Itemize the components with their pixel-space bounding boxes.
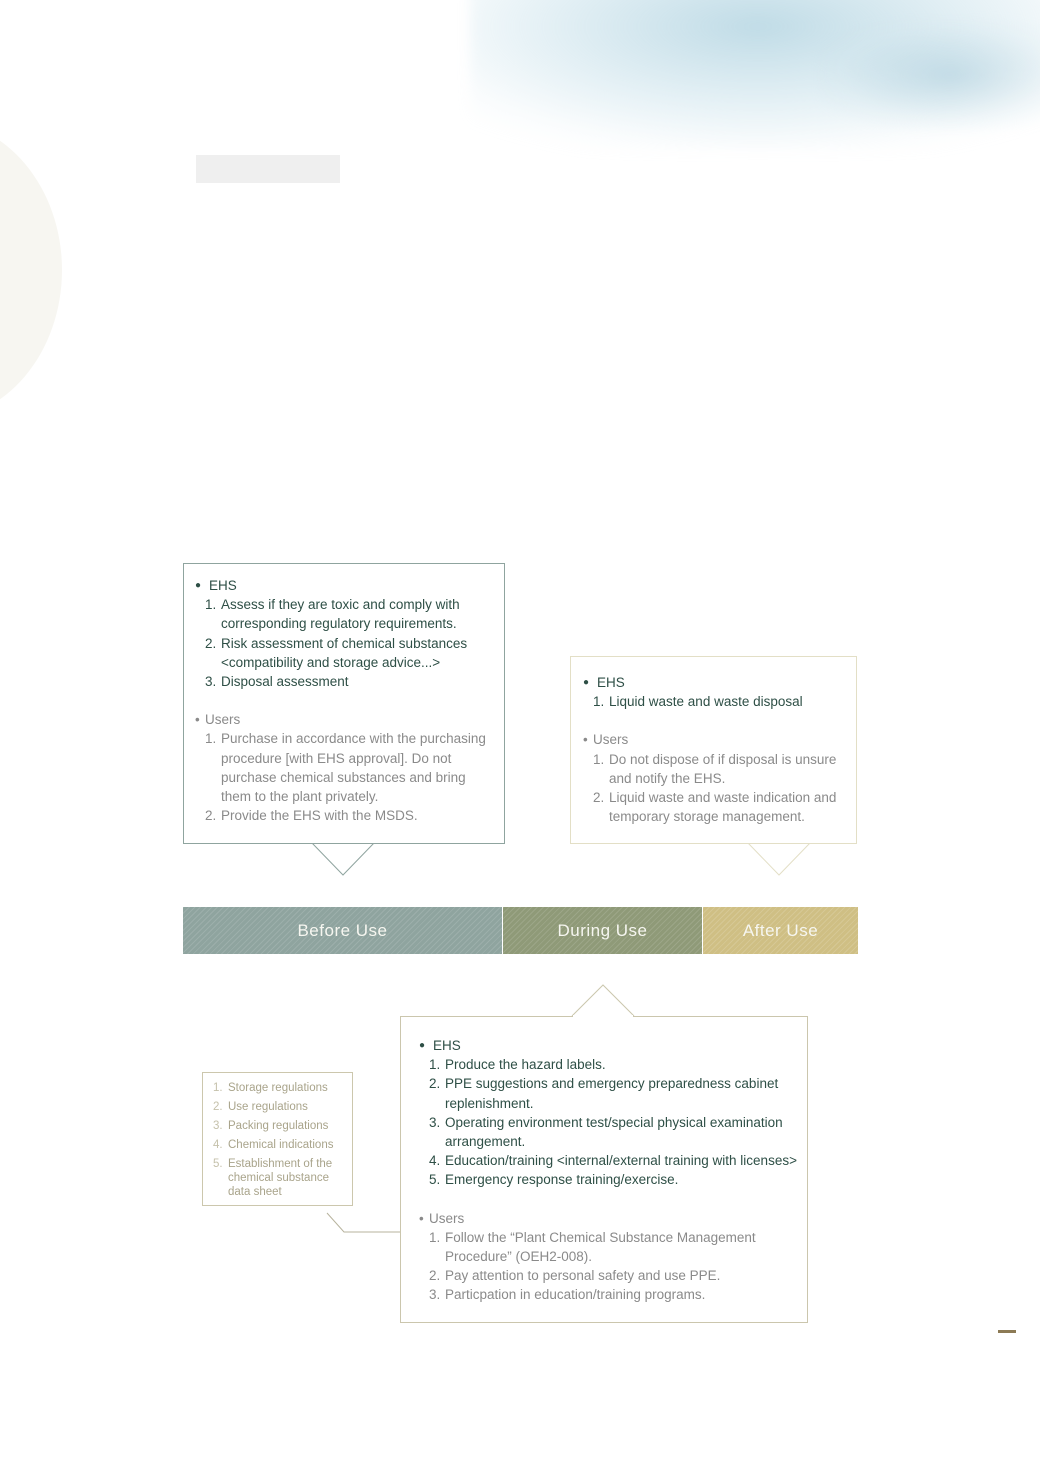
item-number: 1. bbox=[593, 694, 605, 710]
item-number: 2. bbox=[429, 1076, 441, 1092]
phase-bar-during-use bbox=[503, 907, 702, 954]
item-text bbox=[221, 731, 486, 804]
ehs-label: EHS bbox=[433, 1038, 461, 1053]
item-text bbox=[228, 1101, 308, 1113]
item-text bbox=[228, 1139, 333, 1151]
item-number: 1. bbox=[205, 731, 217, 747]
item-text-line: Operating environment test/special physical examination bbox=[445, 1114, 783, 1130]
item-text bbox=[228, 1155, 332, 1199]
item-number: 3. bbox=[205, 674, 217, 690]
regulation-item bbox=[213, 1136, 344, 1155]
item-text-line: Liquid waste and waste disposal bbox=[609, 694, 803, 710]
item-text-line: PPE suggestions and emergency preparedness cabinet bbox=[445, 1076, 779, 1092]
item-text-line: Education/training <internal/external training with licenses> bbox=[445, 1153, 797, 1169]
item-text-line: purchase chemical substances and bring bbox=[221, 769, 466, 785]
item-number: 5. bbox=[429, 1172, 441, 1188]
item-text-line: Produce the hazard labels. bbox=[445, 1057, 606, 1073]
item-number: 1. bbox=[205, 597, 217, 613]
item-text bbox=[221, 597, 460, 631]
users-label: Users bbox=[593, 732, 629, 748]
bullet-icon: ● bbox=[195, 580, 202, 591]
bullet-icon: • bbox=[419, 1210, 424, 1226]
item-text-line: <compatibility and storage advice...> bbox=[221, 654, 441, 670]
page-marker bbox=[998, 1330, 1016, 1333]
item-number: 2. bbox=[205, 808, 217, 824]
item-number: 4. bbox=[213, 1139, 223, 1151]
regulation-item bbox=[213, 1079, 344, 1098]
ehs-item bbox=[195, 595, 496, 633]
item-text-line: them to the plant privately. bbox=[221, 789, 379, 805]
item-number: 2. bbox=[213, 1101, 223, 1113]
bullet-icon: ● bbox=[583, 677, 590, 688]
item-text-line: corresponding regulatory requirements. bbox=[221, 616, 457, 632]
regulation-item bbox=[213, 1117, 344, 1136]
item-number: 3. bbox=[429, 1287, 441, 1303]
item-text-line: Risk assessment of chemical substances bbox=[221, 635, 468, 651]
item-number: 1. bbox=[213, 1082, 223, 1094]
ehs-item bbox=[195, 634, 496, 672]
item-text-line: data sheet bbox=[228, 1186, 282, 1198]
item-text-line: and notify the EHS. bbox=[609, 770, 726, 786]
phase-bar-before-use bbox=[183, 907, 502, 954]
item-text bbox=[609, 790, 836, 824]
before-use-box bbox=[183, 563, 505, 844]
item-text bbox=[221, 808, 418, 823]
item-text-line: Liquid waste and waste indication and bbox=[609, 790, 837, 806]
regulation-item-list bbox=[213, 1079, 344, 1202]
item-number: 2. bbox=[429, 1268, 441, 1284]
item-text-line: Disposal assessment bbox=[221, 674, 349, 690]
item-text-line: Particpation in education/training programs. bbox=[445, 1287, 706, 1303]
item-text bbox=[221, 636, 467, 670]
users-item bbox=[195, 729, 496, 806]
users-item bbox=[583, 750, 848, 788]
phase-label-before: Before Use bbox=[297, 920, 388, 940]
item-text bbox=[221, 674, 349, 689]
ehs-label: EHS bbox=[209, 578, 237, 593]
item-text-line: arrangement. bbox=[445, 1134, 526, 1150]
item-text-line: Procedure” (OEH2-008). bbox=[445, 1249, 593, 1265]
item-text-line: Storage regulations bbox=[228, 1082, 328, 1094]
users-heading bbox=[195, 710, 496, 729]
bullet-icon: • bbox=[195, 712, 200, 728]
ehs-heading bbox=[583, 673, 848, 692]
users-item-list bbox=[195, 729, 496, 825]
users-heading bbox=[583, 730, 848, 749]
item-text bbox=[228, 1082, 328, 1094]
item-number: 1. bbox=[593, 751, 605, 767]
users-item bbox=[195, 806, 496, 825]
users-item-list bbox=[583, 750, 848, 827]
item-text-line: Follow the “Plant Chemical Substance Management bbox=[445, 1229, 756, 1245]
item-text-line: Chemical indications bbox=[228, 1139, 334, 1151]
users-item bbox=[583, 788, 848, 826]
ehs-item bbox=[195, 672, 496, 691]
item-number: 4. bbox=[429, 1153, 441, 1169]
item-number: 2. bbox=[593, 790, 605, 806]
item-number: 2. bbox=[205, 635, 217, 651]
item-text-line: Assess if they are toxic and comply with bbox=[221, 597, 460, 613]
ehs-label: EHS bbox=[597, 675, 625, 690]
item-text-line: replenishment. bbox=[445, 1095, 534, 1111]
bullet-icon: • bbox=[583, 732, 588, 748]
after-use-box bbox=[570, 656, 857, 844]
users-label: Users bbox=[429, 1210, 465, 1226]
phase-label-after: After Use bbox=[742, 920, 819, 940]
item-text-line: chemical substance bbox=[228, 1172, 329, 1184]
item-text-line: Use regulations bbox=[228, 1101, 308, 1113]
item-text-line: Establishment of the bbox=[228, 1158, 333, 1170]
item-text bbox=[609, 752, 836, 786]
regulation-item bbox=[213, 1098, 344, 1117]
item-text bbox=[609, 694, 803, 709]
ehs-heading bbox=[195, 576, 496, 595]
ehs-item bbox=[583, 692, 848, 711]
item-text bbox=[228, 1120, 328, 1132]
ehs-item-list bbox=[583, 692, 848, 711]
regulation-item bbox=[213, 1155, 344, 1202]
item-number: 1. bbox=[429, 1229, 441, 1245]
regulations-box bbox=[202, 1072, 353, 1206]
item-text-line: Do not dispose of if disposal is unsure bbox=[609, 751, 837, 767]
item-number: 3. bbox=[429, 1114, 441, 1130]
item-text-line: Emergency response training/exercise. bbox=[445, 1172, 679, 1188]
ehs-item-list bbox=[195, 595, 496, 691]
item-text-line: procedure [with EHS approval]. Do not bbox=[221, 750, 452, 766]
item-text-line: Packing regulations bbox=[228, 1120, 329, 1132]
item-number: 3. bbox=[213, 1120, 223, 1132]
phase-label-during: During Use bbox=[557, 920, 648, 940]
item-text-line: Purchase in accordance with the purchasing bbox=[221, 731, 486, 747]
item-number: 5. bbox=[213, 1158, 223, 1170]
phase-bar-after-use bbox=[703, 907, 858, 954]
bullet-icon: ● bbox=[419, 1040, 426, 1051]
users-label: Users bbox=[205, 712, 241, 728]
item-text-line: Pay attention to personal safety and use PPE. bbox=[445, 1268, 721, 1284]
item-number: 1. bbox=[429, 1057, 441, 1073]
item-text-line: temporary storage management. bbox=[609, 809, 805, 825]
item-text-line: Provide the EHS with the MSDS. bbox=[221, 808, 418, 824]
